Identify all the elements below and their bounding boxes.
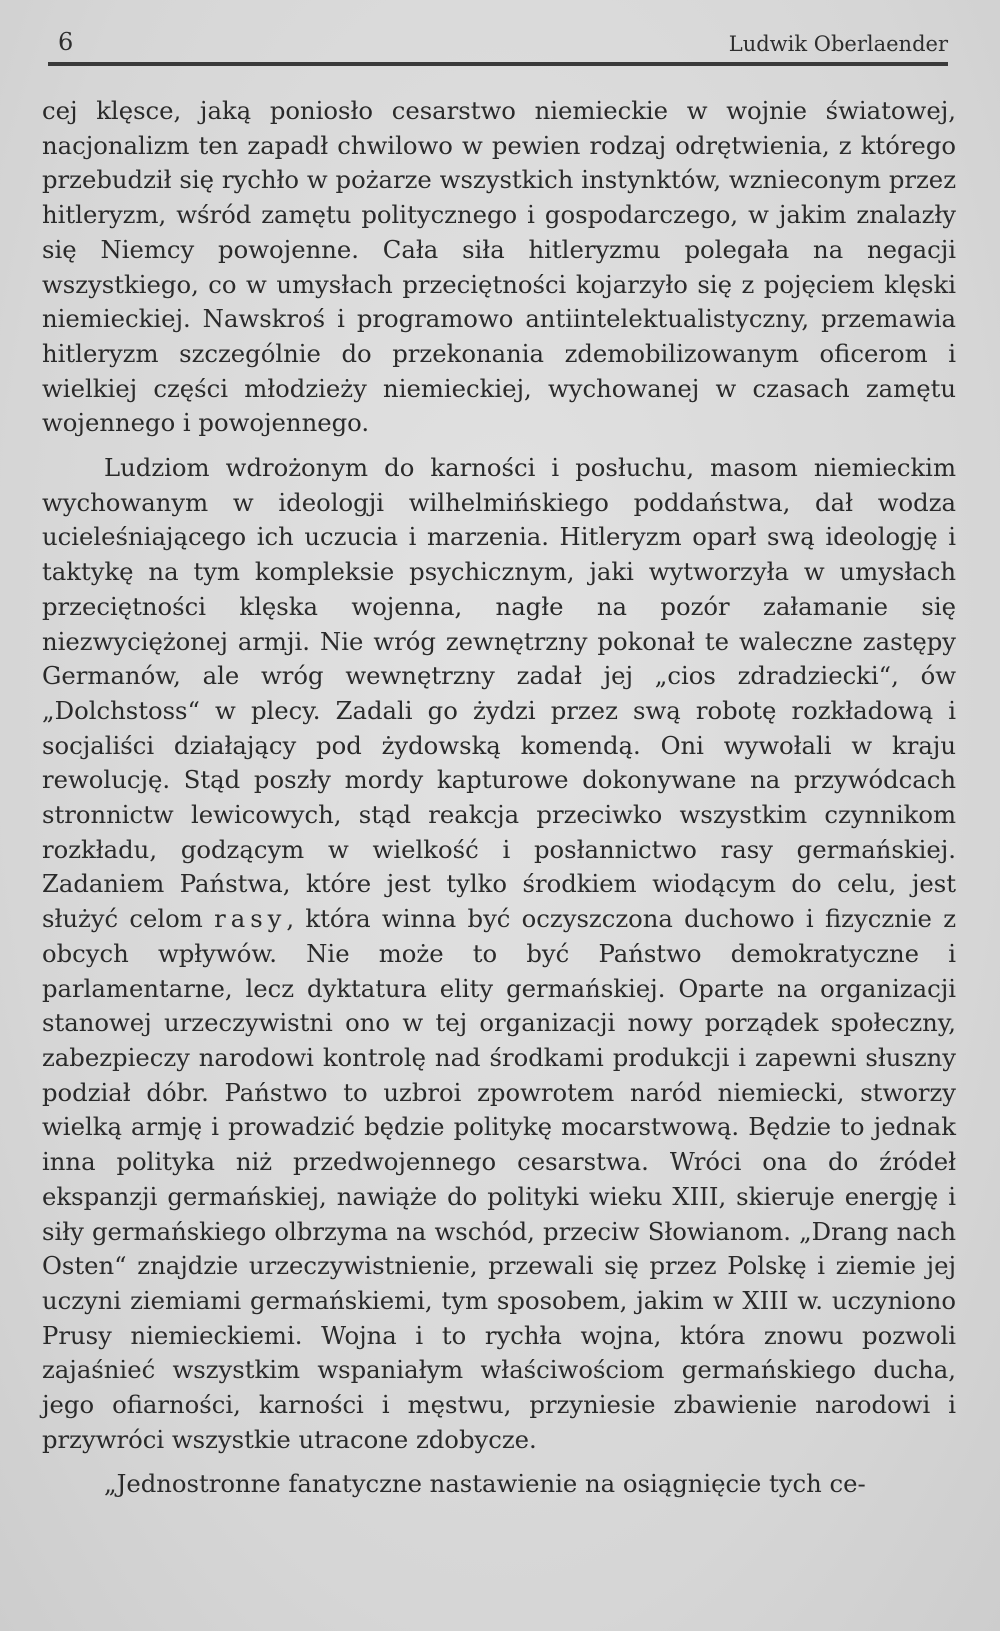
body-text xyxy=(42,94,956,1502)
paragraph-2 xyxy=(42,451,956,1457)
paragraph-1: cej klęsce, jaką poniosło cesarstwo niemieckie w wojnie światowej, nacjonalizm ten zapadł chwilowo w pewien rodzaj odrętwienia, z którego przebudził się rychło w pożarze wszystkich instynktów, wznieconym przez hitleryzm, wśród zamętu politycznego i gospodarczego, w jakim znalazły się Niemcy powojenne. Cała siła hitleryzmu polegała na negacji wszystkiego, co w umysłach przeciętności kojarzyło się z pojęciem klęski niemieckiej. Nawskroś i programowo antiintelektualistyczny, przemawia hitleryzm szczególnie do przekonania zdemobilizowanym oficerom i wielkiej części młodzieży niemieckiej, wychowanej w czasach zamętu wojennego i powojennego. xyxy=(42,96,956,438)
page-header xyxy=(56,28,948,58)
header-rule xyxy=(48,62,948,66)
running-head: Ludwik Oberlaender xyxy=(728,32,948,56)
page-number: 6 xyxy=(58,28,74,56)
emphasized-word: rasy xyxy=(214,904,287,934)
paragraph-2-part-1: Ludziom wdrożonym do karności i posłuchu, masom niemieckim wychowanym w ideologji wilhelmińskiego poddaństwa, dał wodza ucieleśniającego ich uczucia i marzenia. Hitleryzm oparł swą ideologję i taktykę na tym kompleksie psychicznym, jaki wytworzyła w umysłach przeciętności klęska wojenna, nagłe na pozór załamanie się niezwyciężonej armji. Nie wróg zewnętrzny pokonał te waleczne zastępy Germanów, ale wróg wewnętrzny zadał jej „cios zdradziecki“, ów „Dolchstoss“ w plecy. Zadali go żydzi przez swą robotę rozkładową i socjaliści działający pod żydowską komendą. Oni wywołali w kraju rewolucję. Stąd poszły mordy kapturowe dokonywane na przywódcach stronnictw lewicowych, stąd reakcja przeciwko wszystkim czynnikom rozkładu, godzącym w wielkość i posłannictwo rasy germańskiej. Zadaniem Państwa, które jest tylko środkiem wiodącym do celu, jest służyć celom xyxy=(42,453,956,934)
paragraph-2-part-2: , która winna być oczyszczona duchowo i fizycznie z obcych wpływów. Nie może to być Państwo demokratyczne i parlamentarne, lecz dyktatura elity germańskiej. Oparte na organizacji stanowej urzeczywistni ono w tej organizacji nowy porządek społeczny, zabezpieczy narodowi kontrolę nad środkami produkcji i zapewni słuszny podział dóbr. Państwo to uzbroi zpowrotem naród niemiecki, stworzy wielką armję i prowadzić będzie politykę mocarstwową. Będzie to jednak inna polityka niż przedwojennego cesarstwa. Wróci ona do źródeł ekspanzji germańskiej, nawiąże do polityki wieku XIII, skieruje energję i siły germańskiego olbrzyma na wschód, przeciw Słowianom. „Drang nach Osten“ znajdzie urzeczywistnienie, przewali się przez Polskę i ziemie jej uczyni ziemiami germańskiemi, tym sposobem, jakim w XIII w. uczyniono Prusy niemieckiemi. Wojna i to rychła wojna, która znowu pozwoli zajaśnieć wszystkim wspaniałym właściwościom germańskiego ducha, jego ofiarności, karności i męstwu, przyniesie zbawienie narodowi i przywróci wszystkie utracone zdobycze. xyxy=(42,904,956,1454)
paragraph-3: „Jednostronne fanatyczne nastawienie na osiągnięcie tych ce- xyxy=(104,1469,866,1499)
